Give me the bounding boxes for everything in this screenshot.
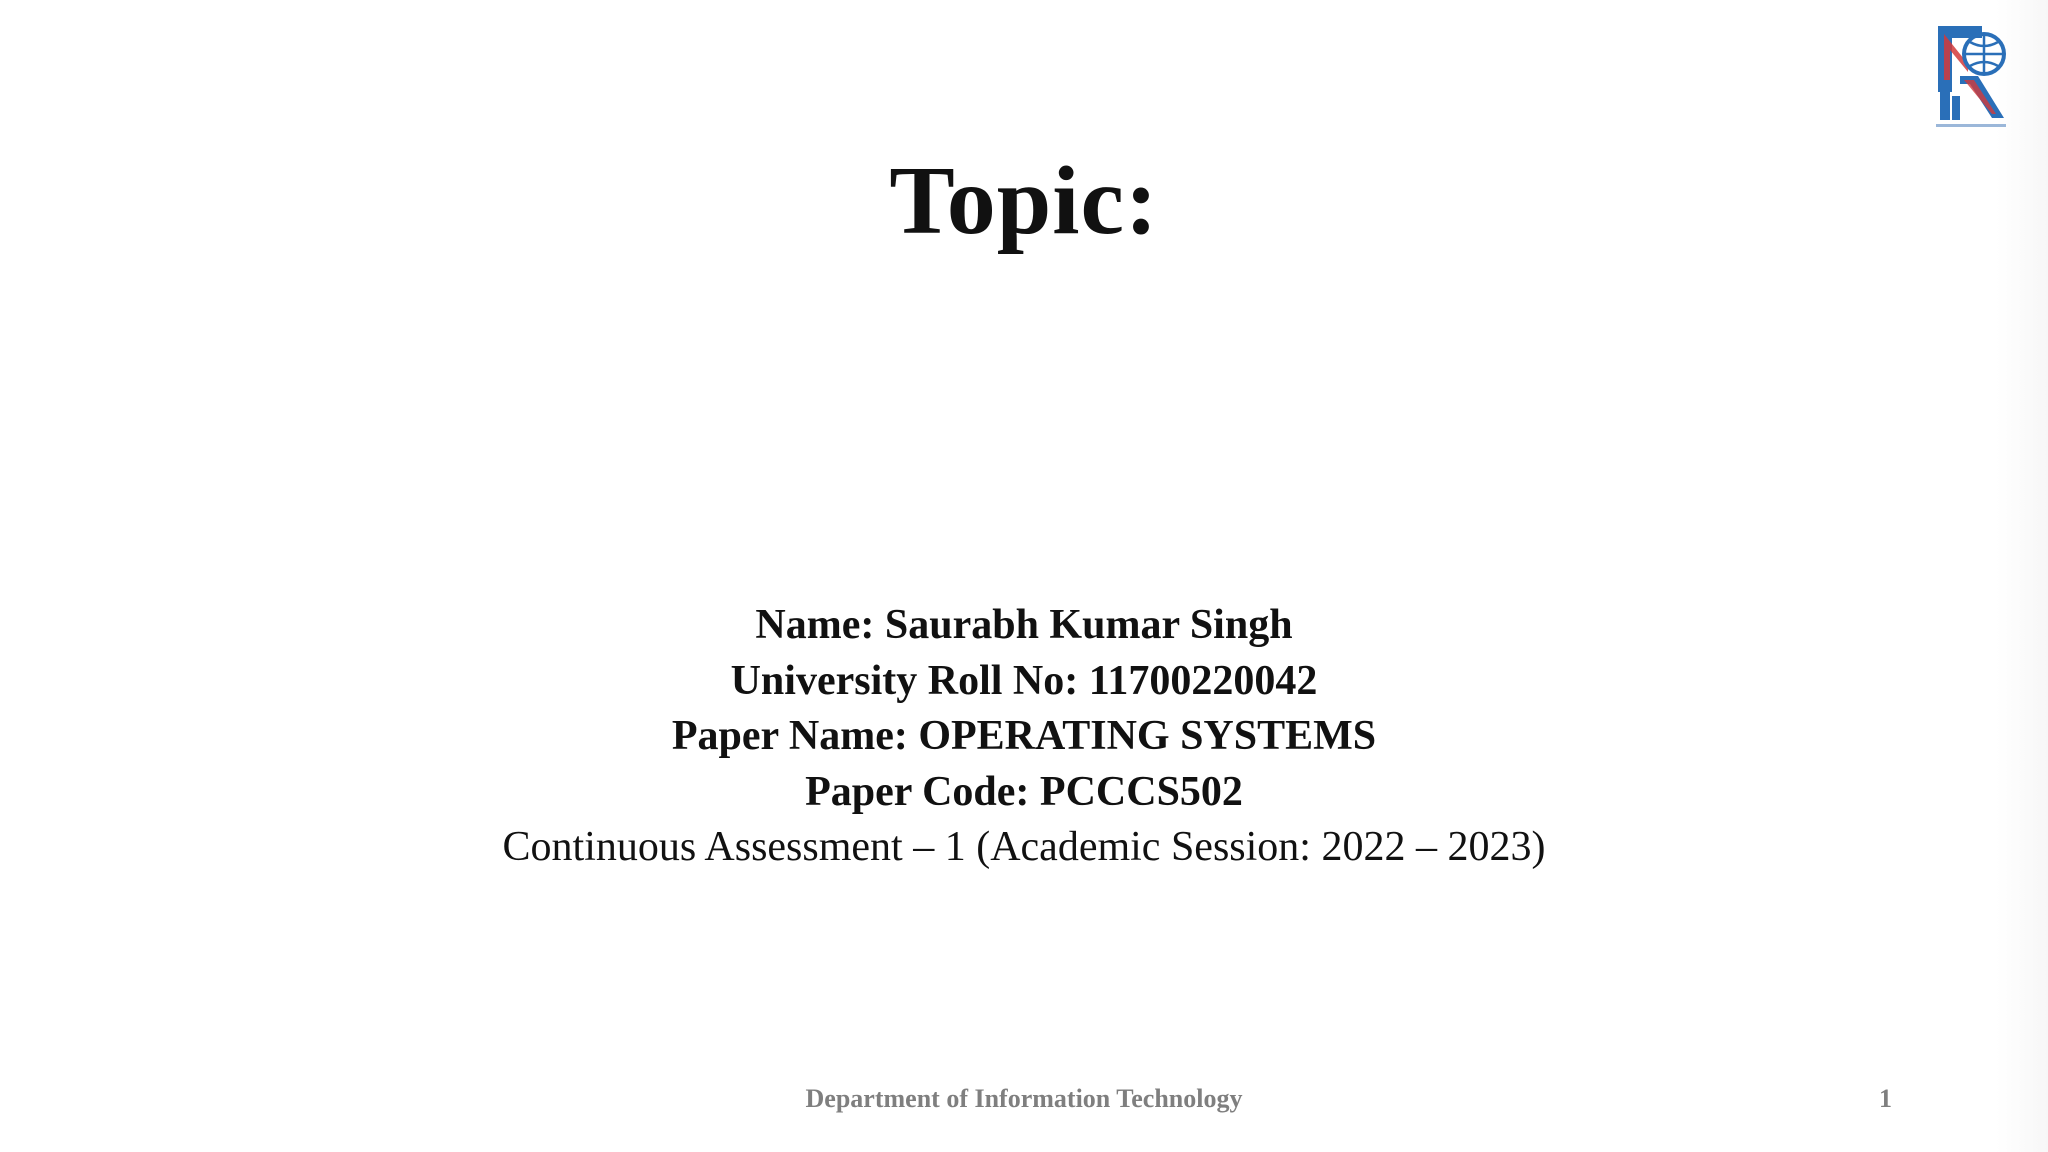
university-roll-number: University Roll No: 11700220042 (730, 657, 1318, 704)
assessment-session: Continuous Assessment – 1 (Academic Session: 2022 – 2023) (502, 824, 1546, 870)
paper-name: Paper Name: OPERATING SYSTEMS (671, 713, 1377, 759)
footer-department: Department of Information Technology (805, 1084, 1243, 1113)
paper-code: Paper Code: PCCCS502 (805, 768, 1243, 815)
student-name: Name: Saurabh Kumar Singh (755, 602, 1293, 648)
slide-page-number: 1 (1879, 1084, 1892, 1113)
student-info-block (0, 598, 2048, 876)
institute-logo (1934, 20, 2010, 132)
slide-title: Topic: (889, 147, 1159, 255)
